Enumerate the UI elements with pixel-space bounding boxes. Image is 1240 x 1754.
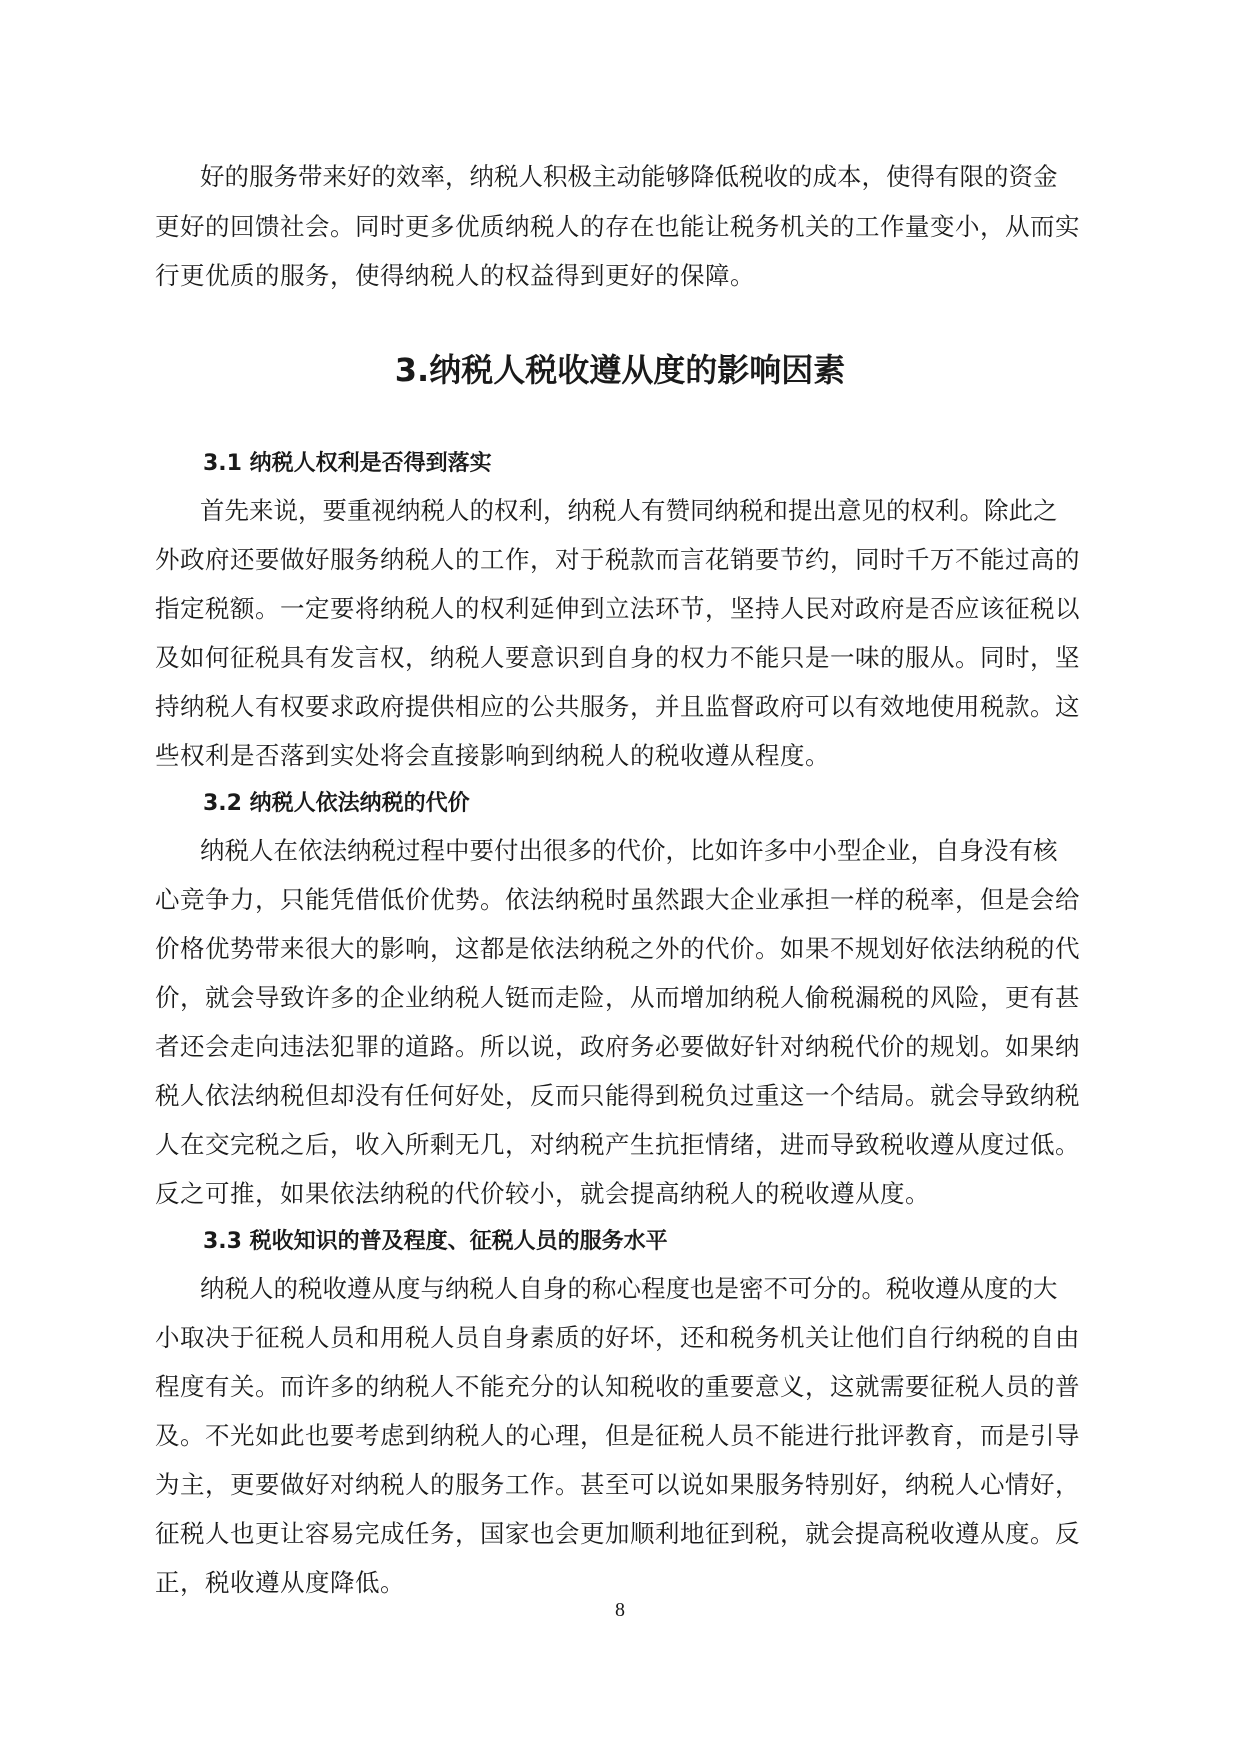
- document-page: 好的服务带来好的效率，纳税人积极主动能够降低税收的成本，使得有限的资金 更好的回馈社会。同时更多优质纳税人的存在也能让税务机关的工作量变小，从而实 行更优质的服务，使得纳税人的权益得到更好的保障。 3.纳税人税收遵从度的影响因素 3.1 纳税人权利是否得到落实 首先来说，要重视纳税人的权利，纳税人有赞同纳税和提出意见的权利。除此之 外政府还要做好服务纳税人的工作，对于税款而言花销要节约，同时千万不能过高的 指定税额。一定要将纳税人的权利延伸到立法环节，坚持人民对政府是否应该征税以 及如何征税具有发言权，纳税人要意识到自身的权力不能只是一味的服从。同时，坚 持纳税人有权要求政府提供相应的公共服务，并且监督政府可以有效地使用税款。这 些权利是否落到实处将会直接影响到纳税人的税收遵从程度。 3.2 纳税人依法纳税的代价 纳税人在依法纳税过程中要付出很多的代价，比如许多中小型企业，自身没有核 心竞争力，只能凭借低价优势。依法纳税时虽然跟大企业承担一样的税率，但是会给 价格优势带来很大的影响，这都是依法纳税之外的代价。如果不规划好依法纳税的代 价，就会导致许多的企业纳税人铤而走险，从而增加纳税人偷税漏税的风险，更有甚 者还会走向违法犯罪的道路。所以说，政府务必要做好针对纳税代价的规划。如果纳 税人依法纳税但却没有任何好处，反而只能得到税负过重这一个结局。就会导致纳税 人在交完税之后，收入所剩无几，对纳税产生抗拒情绪，进而导致税收遵从度过低。 反之可推，如果依法纳税的代价较小，就会提高纳税人的税收遵从度。 3.3 税收知识的普及程度、征税人员的服务水平 纳税人的税收遵从度与纳税人自身的称心程度也是密不可分的。税收遵从度的大 小取决于征税人员和用税人员自身素质的好坏，还和税务机关让他们自行纳税的自由 程度有关。而许多的纳税人不能充分的认知税收的重要意义，这就需要征税人员的普 及。不光如此也要考虑到纳税人的心理，但是征税人员不能进行批评教育，而是引导 为主，更要做好对纳税人的服务工作。甚至可以说如果服务特别好，纳税人心情好， 征税人也更让容易完成任务，国家也会更加顺利地征到税，就会提高税收遵从度。反 正，税收遵从度降低。 8: [0, 0, 1240, 1754]
- section-heading: 3.2 纳税人依法纳税的代价: [203, 791, 470, 816]
- section-heading: 3.1 纳税人权利是否得到落实: [203, 451, 492, 476]
- section-heading: 3.3 税收知识的普及程度、征税人员的服务水平: [203, 1229, 668, 1254]
- page-number: 8: [615, 1599, 625, 1621]
- chapter-title: 3.纳税人税收遵从度的影响因素: [394, 351, 846, 389]
